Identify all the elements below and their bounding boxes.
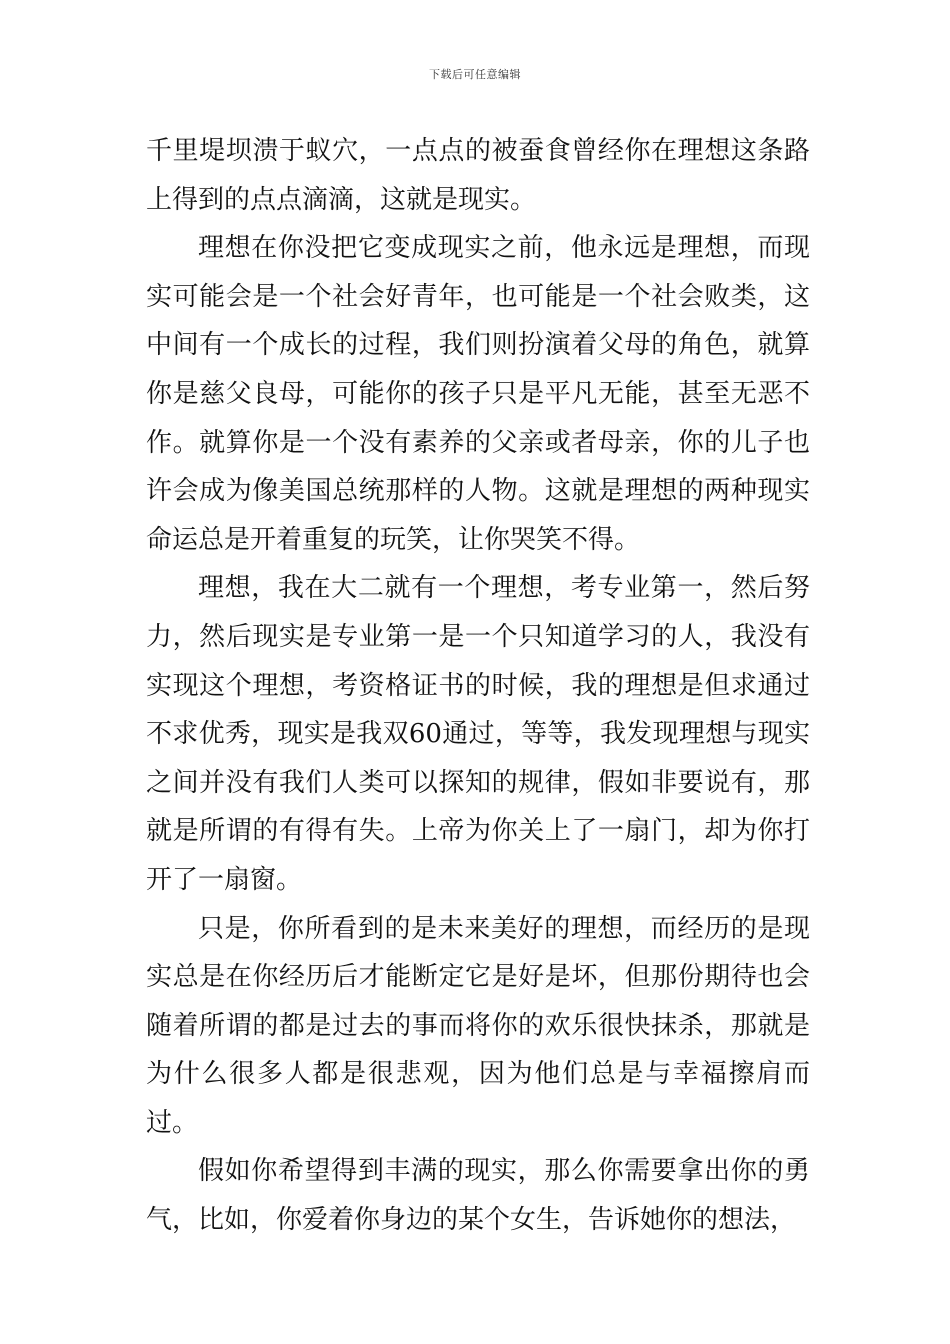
page-header: 下载后可任意编辑 <box>429 68 521 81</box>
paragraph-4: 只是，你所看到的是未来美好的理想，而经历的是现实总是在你经历后才能断定它是好是坏，但那份期待也会随着所谓的都是过去的事而将你的欢乐很快抹杀，那就是为什么很多人都是很悲观，因为他们总是与幸福擦肩而过。 <box>146 913 810 1138</box>
document-body <box>146 127 810 1245</box>
paragraph-3: 理想，我在大二就有一个理想，考专业第一，然后努力，然后现实是专业第一是一个只知道学习的人，我没有实现这个理想，考资格证书的时候，我的理想是但求通过不求优秀，现实是我双60通过，等等，我发现理想与现实之间并没有我们人类可以探知的规律，假如非要说有，那就是所谓的有得有失。上帝为你关上了一扇门，却为你打开了一扇窗。 <box>146 573 810 895</box>
paragraph-2: 理想在你没把它变成现实之前，他永远是理想，而现实可能会是一个社会好青年，也可能是一个社会败类，这中间有一个成长的过程，我们则扮演着父母的角色，就算你是慈父良母，可能你的孩子只是平凡无能，甚至无恶不作。就算你是一个没有素养的父亲或者母亲，你的儿子也许会成为像美国总统那样的人物。这就是理想的两种现实命运总是开着重复的玩笑，让你哭笑不得。 <box>146 233 810 555</box>
paragraph-1: 千里堤坝溃于蚁穴，一点点的被蚕食曾经你在理想这条路上得到的点点滴滴，这就是现实。 <box>146 136 810 215</box>
paragraph-5: 假如你希望得到丰满的现实，那么你需要拿出你的勇气，比如，你爱着你身边的某个女生，告诉她你的想法， <box>146 1156 810 1236</box>
